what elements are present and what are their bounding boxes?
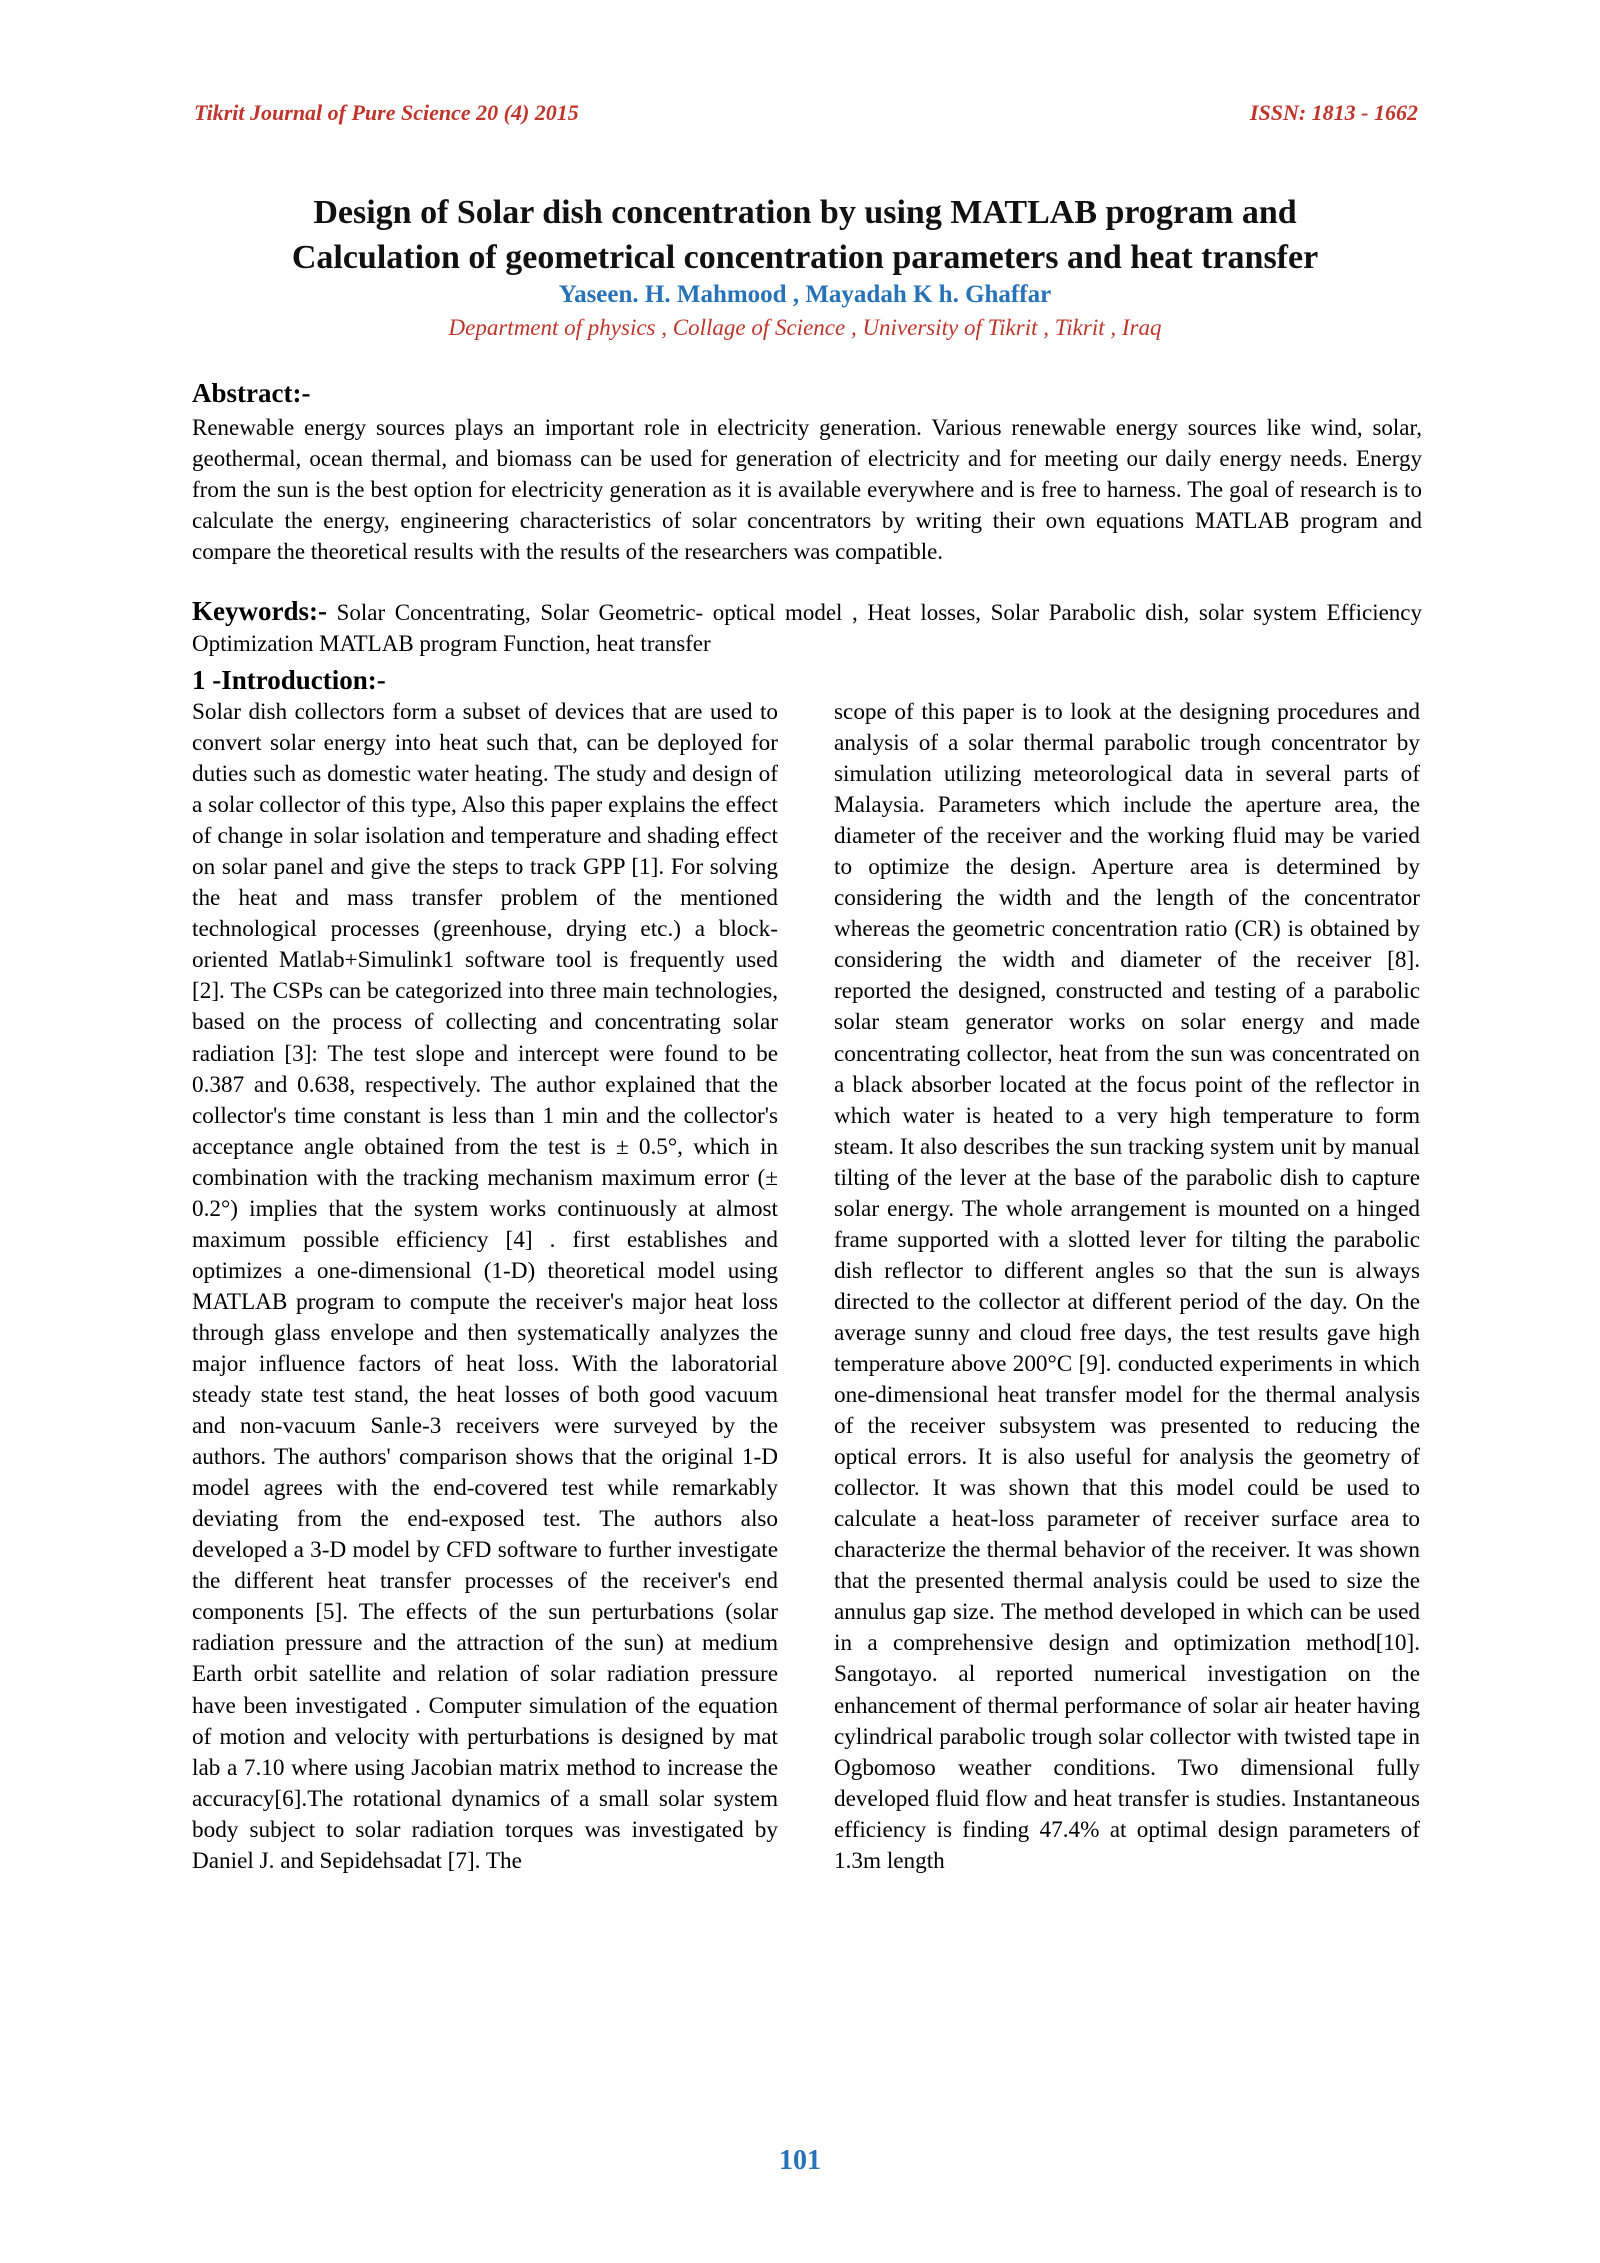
introduction-left-column: Solar dish collectors form a subset of devices that are used to convert solar energy into heat such that, can be deployed for duties such as domestic water heating. The study and design of a solar collector of this type, Also this paper explains the effect of change in solar isolation and temperature and shading effect on solar panel and give the steps to track GPP [1]. For solving the heat and mass transfer problem of the mentioned technological processes (greenhouse, drying etc.) a block-oriented Matlab+Simulink1 software tool is frequently used [2]. The CSPs can be categorized into three main technologies, based on the process of collecting and concentrating solar radiation [3]: The test slope and intercept were found to be 0.387 and 0.638, respectively. The author explained that the collector's time constant is less than 1 min and the collector's acceptance angle obtained from the test is ± 0.5°, which in combination with the tracking mechanism maximum error (± 0.2°) implies that the system works continuously at almost maximum possible efficiency [4] . first establishes and optimizes a one-dimensional (1-D) theoretical model using MATLAB program to compute the receiver's major heat loss through glass envelope and then systematically analyzes the major influence factors of heat loss. With the laboratorial steady state test stand, the heat losses of both good vacuum and non-vacuum Sanle-3 receivers were surveyed by the authors. The authors' comparison shows that the original 1-D model agrees with the end-covered test while remarkably deviating from the end-exposed test. The authors also developed a 3-D model by CFD software to further investigate the different heat transfer processes of the receiver's end components [5]. The effects of the sun perturbations (solar radiation pressure and the attraction of the sun) at medium Earth orbit satellite and relation of solar radiation pressure have been investigated . Computer simulation of the equation of motion and velocity with perturbations is designed by mat lab a 7.10 where using Jacobian matrix method to increase the accuracy[6].The rotational dynamics of a small solar system body subject to solar radiation torques was investigated by Daniel J. and Sepidehsadat [7]. The [192, 699, 778, 1874]
journal-header: Tikrit Journal of Pure Science 20 (4) 2015 [194, 100, 579, 125]
paper-title [150, 190, 1460, 280]
abstract-heading: Abstract:- [192, 378, 311, 408]
keywords-text: Solar Concentrating, Solar Geometric- optical model , Heat losses, Solar Parabolic dish, solar system Efficiency Optimization MATLAB program Function, heat transfer [192, 600, 1422, 656]
keywords [192, 596, 1422, 659]
authors: Yaseen. H. Mahmood , Mayadah K h. Ghaffar [558, 281, 1052, 308]
title-line-1: Design of Solar dish concentration by using MATLAB program and [313, 194, 1297, 231]
issn-header: ISSN: 1813 - 1662 [1249, 100, 1418, 125]
page-number: 101 [779, 2145, 821, 2176]
affiliation: Department of physics , Collage of Science , University of Tikrit , Tikrit , Iraq [448, 315, 1162, 340]
keywords-label: Keywords:- [192, 596, 327, 626]
title-line-2: Calculation of geometrical concentration parameters and heat transfer [291, 239, 1319, 276]
abstract-body: Renewable energy sources plays an important role in electricity generation. Various renewable energy sources like wind, solar, geothermal, ocean thermal, and biomass can be used for generation of electricity and for meeting our daily energy needs. Energy from the sun is the best option for electricity generation as it is available everywhere and is free to harness. The goal of research is to calculate the energy, engineering characteristics of solar concentrators by writing their own equations MATLAB program and compare the theoretical results with the results of the researchers was compatible. [192, 415, 1422, 564]
introduction-heading: 1 -Introduction:- [192, 665, 386, 695]
introduction-right-column: scope of this paper is to look at the designing procedures and analysis of a solar thermal parabolic trough concentrator by simulation utilizing meteorological data in several parts of Malaysia. Parameters which include the aperture area, the diameter of the receiver and the working fluid may be varied to optimize the design. Aperture area is determined by considering the width and the length of the concentrator whereas the geometric concentration ratio (CR) is obtained by considering the width and diameter of the receiver [8]. reported the designed, constructed and testing of a parabolic solar steam generator works on solar energy and made concentrating collector, heat from the sun was concentrated on a black absorber located at the focus point of the reflector in which water is heated to a very high temperature to form steam. It also describes the sun tracking system unit by manual tilting of the lever at the base of the parabolic dish to capture solar energy. The whole arrangement is mounted on a hinged frame supported with a slotted lever for tilting the parabolic dish reflector to different angles so that the sun is always directed to the collector at different period of the day. On the average sunny and cloud free days, the test results gave high temperature above 200°C [9]. conducted experiments in which one-dimensional heat transfer model for the thermal analysis of the receiver subsystem was presented to reducing the optical errors. It is also useful for analysis the geometry of collector. It was shown that this model could be used to calculate a heat-loss parameter of receiver surface area to characterize the thermal behavior of the receiver. It was shown that the presented thermal analysis could be used to size the annulus gap size. The method developed in which can be used in a comprehensive design and optimization method[10]. Sangotayo. al reported numerical investigation on the enhancement of thermal performance of solar air heater having cylindrical parabolic trough solar collector with twisted tape in Ogbomoso weather conditions. Two dimensional fully developed fluid flow and heat transfer is studies. Instantaneous efficiency is finding 47.4% at optimal design parameters of 1.3m length [834, 699, 1420, 1874]
